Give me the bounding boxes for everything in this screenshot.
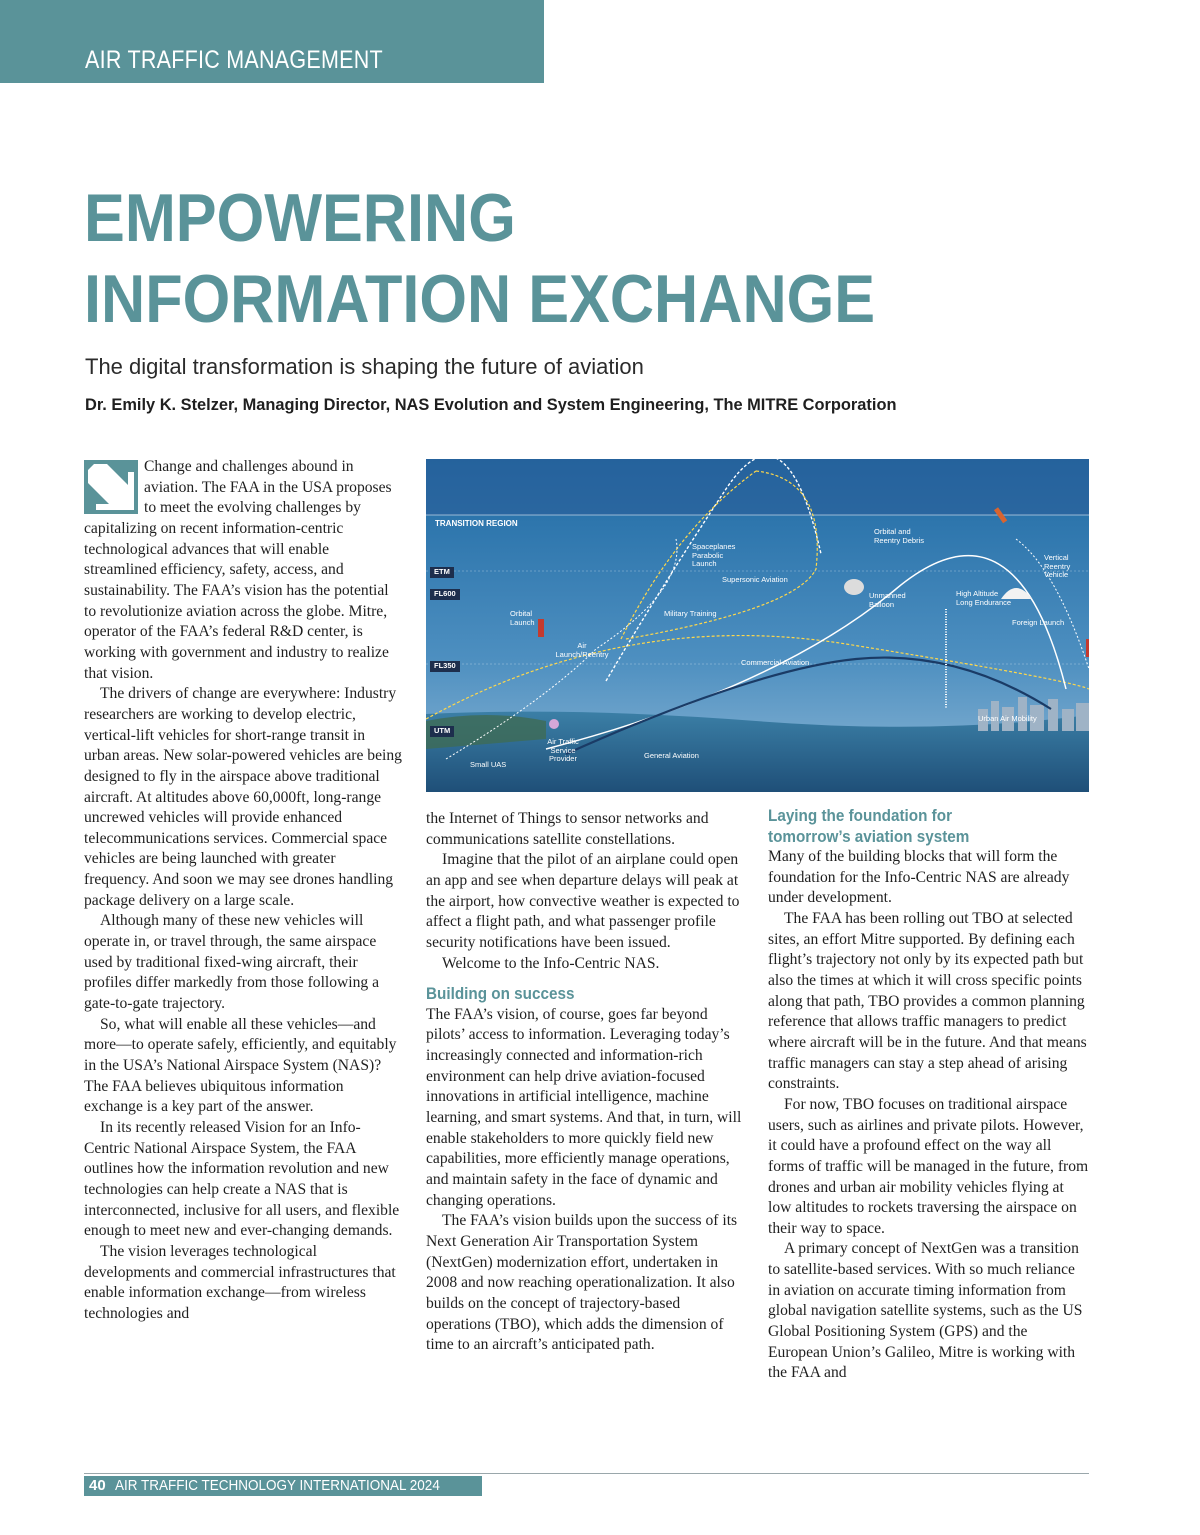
- headline: [84, 178, 875, 340]
- column-1: [84, 457, 402, 1325]
- column-2: [426, 809, 746, 1356]
- paragraph: For now, TBO focuses on traditional airspace users, such as airlines and private pilots. However, it could have a profound effect on the way all forms of traffic will be managed in the future, from drones and urban air mobility vehicles flying at low altitudes to rockets traversing the airspace on their way to space.: [768, 1095, 1089, 1237]
- footer-rule: [84, 1473, 1089, 1474]
- paragraph: The FAA has been rolling out TBO at selected sites, an effort Mitre supported. By defining each flight’s trajectory not only by its expected path but also the times at which it will cross specific points along that path, TBO provides a common planning reference that allows traffic managers to predict where aircraft will be in the future. And that means traffic managers can stay a step ahead of arising constraints.: [768, 909, 1087, 1093]
- paragraph: The FAA’s vision, of course, goes far beyond pilots’ access to information. Leveraging today’s increasingly connected and information-rich environment can help drive aviation-focused innovations in artificial intelligence, machine learning, and smart systems. And that, in turn, will enable stakeholders to more quickly field new capabilities, more efficiently manage operations, and maintain safety in the face of dynamic and changing operations.: [426, 1005, 742, 1209]
- section-label: AIR TRAFFIC MANAGEMENT: [85, 46, 383, 74]
- general-aviation-label: General Aviation: [644, 751, 699, 760]
- fl600-label: FL600: [430, 589, 460, 600]
- paragraph: Change and challenges abound in aviation. The FAA in the USA proposes to meet the evolving challenges by capitalizing on recent information-centric technological advances that will enable streamlined efficiency, safety, access, and sustainability. The FAA’s vision has the potential to revolutionize aviation across the globe. Mitre, operator of the FAA’s federal R&D center, is working with government and industry to realize that vision.: [84, 458, 392, 682]
- supersonic-label: Supersonic Aviation: [722, 575, 788, 584]
- section-heading-line-2: tomorrow’s aviation system: [768, 826, 970, 846]
- vertical-reentry-label: Vertical Reentry Vehicle: [1044, 553, 1071, 579]
- orbital-debris-label: Orbital and Reentry Debris: [874, 527, 925, 545]
- orbital-launch-label: Orbital Launch: [510, 609, 535, 627]
- page-number: 40: [89, 1477, 106, 1494]
- headline-line-2: INFORMATION EXCHANGE: [84, 261, 876, 337]
- section-tab: [0, 0, 544, 83]
- paragraph: the Internet of Things to sensor networks and communications satellite constellations.: [426, 810, 709, 848]
- commercial-aviation-label: Commercial Aviation: [741, 658, 810, 667]
- publication-name: AIR TRAFFIC TECHNOLOGY INTERNATIONAL 2024: [114, 1477, 440, 1494]
- paragraph: Welcome to the Info-Centric NAS.: [442, 954, 660, 972]
- section-heading-line-1: Laying the foundation for: [768, 806, 953, 825]
- paragraph: In its recently released Vision for an Info-Centric National Airspace System, the FAA outlines how the information revolution and new technologies can help create a NAS that is interconnected, inclusive for all users, and flexible enough to meet new and ever-changing demands.: [84, 1119, 400, 1240]
- spaceplanes-label: Spaceplanes Parabolic Launch: [692, 542, 736, 568]
- paragraph: The FAA’s vision builds upon the success of its Next Generation Air Transportation System (NextGen) modernization effort, undertaken in 2008 and now reaching operationalization. It also builds on the concept of trajectory-based operations (TBO), which adds the dimension of time to an aircraft’s anticipated path.: [426, 1212, 738, 1354]
- paragraph: The vision leverages technological developments and commercial infrastructures that enable information exchange—from wireless technologies and: [84, 1242, 396, 1322]
- paragraph: Imagine that the pilot of an airplane could open an app and see when departure delays will peak at the airport, how convective weather is expected to affect a flight path, and what passenger profile security notifications have been issued.: [426, 851, 740, 951]
- etm-label: ETM: [430, 567, 454, 578]
- paragraph: The drivers of change are everywhere: Industry researchers are working to develop electric, vertical-lift vehicles for short-range transit in urban areas. New solar-powered vehicles are being designed to fly in the airspace above traditional aircraft. At altitudes above 60,000ft, long-range uncrewed vehicles will provide enhanced telecommunications services. Commercial space vehicles are being launched with greater frequency. And soon we may see drones handling package delivery on a large scale.: [84, 685, 402, 909]
- fl350-label: FL350: [430, 661, 460, 672]
- paragraph: Many of the building blocks that will form the foundation for the Info-Centric NAS are already under development.: [768, 848, 1070, 907]
- foreign-launch-label: Foreign Launch: [1012, 618, 1065, 627]
- airspace-illustration: [426, 459, 1089, 792]
- transition-region-label: TRANSITION REGION: [435, 519, 518, 528]
- utm-label: UTM: [430, 726, 454, 737]
- atsp-label: Air Traffic Service Provider: [547, 737, 579, 763]
- balloon-label: Unmanned Balloon: [869, 591, 906, 609]
- section-heading: [768, 806, 1064, 847]
- byline: Dr. Emily K. Stelzer, Managing Director, NAS Evolution and System Engineering, The MITRE Corporation: [85, 396, 897, 414]
- small-uas-label: Small UAS: [470, 760, 507, 769]
- subhead: The digital transformation is shaping the future of aviation: [85, 354, 644, 379]
- military-training-label: Military Training: [664, 609, 717, 618]
- section-heading: Building on success: [426, 984, 575, 1004]
- headline-line-1: EMPOWERING: [84, 180, 516, 256]
- air-launch-label: Air Launch/Reentry: [555, 641, 609, 659]
- hale-label: High Altitude Long Endurance: [956, 589, 1012, 607]
- paragraph: A primary concept of NextGen was a transition to satellite-based services. With so much reliance in aviation on accurate timing information from global navigation satellite systems, such as the US Global Positioning System (GPS) and the European Union’s Galileo, Mitre is working with the FAA and: [768, 1240, 1083, 1382]
- footer: [84, 1476, 482, 1496]
- urban-air-mobility-label: Urban Air Mobility: [978, 714, 1037, 723]
- arrow-down-right-icon: [84, 460, 138, 514]
- paragraph: Although many of these new vehicles will operate in, or travel through, the same airspace used by traditional fixed-wing aircraft, their profiles differ markedly from those following a gate-to-gate trajectory.: [84, 912, 380, 1013]
- paragraph: So, what will enable all these vehicles—and more—to operate safely, efficiently, and equitably in the USA’s National Airspace System (NAS)? The FAA believes ubiquitous information exchange is a key part of the answer.: [84, 1015, 397, 1116]
- column-3: [768, 806, 1090, 1384]
